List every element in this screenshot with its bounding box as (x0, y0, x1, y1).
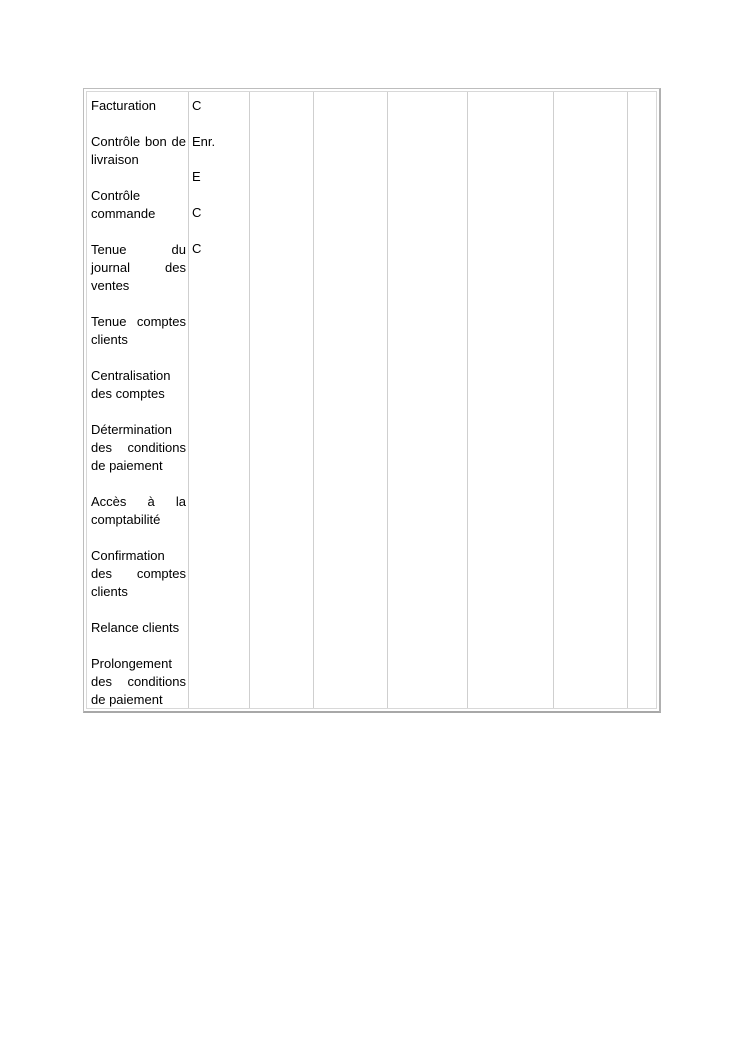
task-cell: Tenue du journal des ventes (91, 242, 186, 293)
task-cell: Facturation (91, 98, 157, 113)
code-cell: C (192, 98, 202, 113)
column-divider (467, 92, 468, 708)
task-cell: Tenue comptes clients (91, 314, 186, 347)
code-column (192, 97, 247, 258)
column-divider (188, 92, 189, 708)
column-divider (553, 92, 554, 708)
task-cell: Confirmation des comptes clients (91, 548, 186, 599)
code-cell: Enr. (192, 134, 216, 149)
code-cell: E (192, 169, 201, 184)
code-cell: C (192, 205, 202, 220)
task-cell: Contrôle commande (91, 188, 156, 221)
task-column (91, 97, 186, 709)
task-cell: Accès à la comptabilité (91, 494, 186, 527)
responsibility-table (83, 88, 661, 713)
task-cell: Relance clients (91, 620, 180, 635)
column-divider (627, 92, 628, 708)
task-cell: Prolongement des conditions de paiement (91, 656, 186, 707)
column-divider (387, 92, 388, 708)
column-divider (313, 92, 314, 708)
task-cell: Centralisation des comptes (91, 368, 171, 401)
table-grid (86, 91, 657, 709)
task-cell: Détermination des conditions de paiement (91, 422, 186, 473)
task-cell: Contrôle bon de livraison (91, 134, 186, 167)
code-cell: C (192, 241, 202, 256)
column-divider (249, 92, 250, 708)
